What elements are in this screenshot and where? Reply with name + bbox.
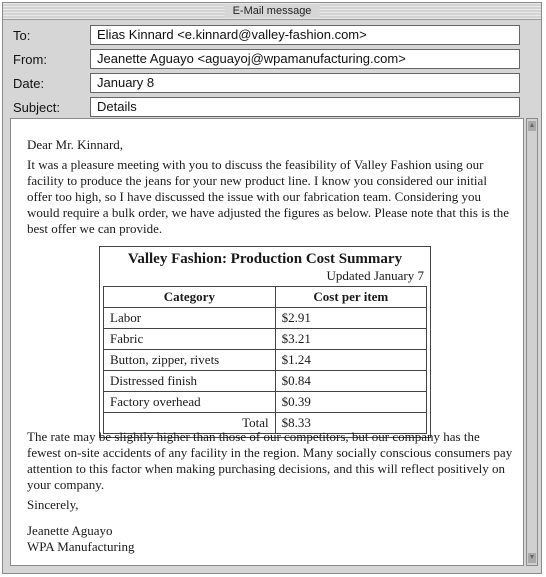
category-header: Category (104, 287, 276, 308)
total-label: Total (104, 413, 276, 434)
table-row (104, 392, 427, 413)
category-cell: Fabric (104, 329, 276, 350)
subject-field[interactable]: Details (90, 97, 520, 117)
from-label: From: (13, 52, 47, 67)
scroll-down-arrow-icon[interactable]: ▼ (528, 554, 536, 561)
cost-cell: $2.91 (275, 308, 426, 329)
paragraph-2: The rate may be slightly higher than those of our competitors, but our company has the fewest on-site accidents of any facility in the region. Many socially conscious consumers pay attention to this factor when making purchasing decisions, and this will reflect positively on your company. (27, 429, 513, 492)
date-label: Date: (13, 76, 45, 91)
from-row (7, 49, 537, 71)
subject-label: Subject: (13, 100, 60, 115)
category-cell: Distressed finish (104, 371, 276, 392)
cost-cell: $3.21 (275, 329, 426, 350)
date-field[interactable]: January 8 (90, 73, 520, 93)
table-updated: Updated January 7 (326, 268, 424, 283)
date-row (7, 73, 537, 95)
total-value: $8.33 (275, 413, 426, 434)
title-bar[interactable] (3, 3, 541, 20)
to-label: To: (13, 28, 31, 43)
window-title: E-Mail message (225, 4, 320, 18)
signature-name: Jeanette Aguayo (27, 523, 113, 538)
cost-summary-table (99, 246, 431, 438)
signature-company: WPA Manufacturing (27, 539, 135, 554)
closing: Sincerely, (27, 497, 79, 512)
table-row (104, 308, 427, 329)
table-header-row (104, 287, 427, 308)
cost-header: Cost per item (275, 287, 426, 308)
table-title: Valley Fashion: Production Cost Summary (127, 251, 403, 267)
scroll-up-arrow-icon[interactable]: ▲ (528, 122, 536, 129)
vertical-scrollbar[interactable] (526, 118, 538, 566)
table-row (104, 350, 427, 371)
to-row (7, 25, 537, 47)
category-cell: Factory overhead (104, 392, 276, 413)
table-row (104, 329, 427, 350)
to-field[interactable]: Elias Kinnard <e.kinnard@valley-fashion.com> (90, 25, 520, 45)
cost-cell: $0.39 (275, 392, 426, 413)
cost-cell: $1.24 (275, 350, 426, 371)
category-cell: Labor (104, 308, 276, 329)
cost-cell: $0.84 (275, 371, 426, 392)
subject-row (7, 97, 537, 119)
greeting: Dear Mr. Kinnard, (27, 137, 124, 152)
message-body[interactable] (10, 118, 524, 566)
category-cell: Button, zipper, rivets (104, 350, 276, 371)
from-field[interactable]: Jeanette Aguayo <aguayoj@wpamanufacturing.com> (90, 49, 520, 69)
paragraph-1: It was a pleasure meeting with you to discuss the feasibility of Valley Fashion using our facility to produce the jeans for your new product line. I know you considered our initial offer too high, so I have discussed the issue with our fabrication team. Considering you would require a bulk order, we have adjusted the figures as below. Please note that this is the best offer we can provide. (27, 157, 510, 236)
table-row (104, 371, 427, 392)
